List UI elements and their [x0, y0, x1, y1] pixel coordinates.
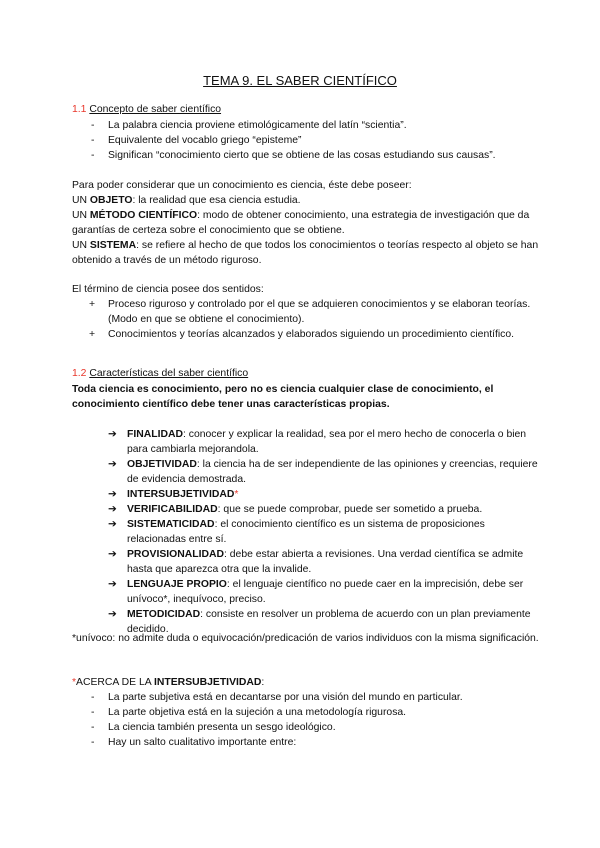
section-1-heading — [72, 102, 542, 117]
dash-bullet: - — [91, 692, 95, 703]
definition-prefix: UN — [72, 240, 90, 251]
bullet-text: La palabra ciencia proviene etimológicamente del latín “scientia”. — [108, 120, 407, 131]
characteristic-term: SISTEMATICIDAD — [127, 519, 215, 530]
list-item — [72, 705, 542, 720]
arrow-icon: ➔ — [108, 549, 117, 560]
characteristic-term: LENGUAJE PROPIO — [127, 579, 227, 590]
list-item — [72, 547, 542, 577]
characteristic-term: VERIFICABILIDAD — [127, 504, 218, 515]
definition-objeto — [72, 193, 542, 208]
sense-text: Proceso riguroso y controlado por el que se adquieren conocimientos y se elaboran teorías. (Modo en que se obtiene el conocimiento). — [108, 299, 531, 325]
about-prefix: ACERCA DE LA — [76, 677, 155, 688]
bullet-text: Hay un salto cualitativo importante entre: — [108, 737, 297, 748]
section-2-title: Características del saber científico — [89, 368, 249, 379]
footnote: *unívoco: no admite duda o equivocación/predicación de varios individuos con la misma significación. — [72, 633, 539, 644]
bullet-text: La parte objetiva está en la sujeción a una metodología rigurosa. — [108, 707, 407, 718]
dash-bullet: - — [91, 135, 95, 146]
list-item — [72, 327, 542, 342]
bullet-text: La parte subjetiva está en decantarse por una visión del mundo en particular. — [108, 692, 463, 703]
section-2-bold-intro: Toda ciencia es conocimiento, pero no es ciencia cualquier clase de conocimiento, el conocimiento científico debe tener unas características propias. — [72, 384, 494, 410]
characteristic-desc: : conocer y explicar la realidad, sea por el mero hecho de conocerla o bien para cambiarla mejorandola. — [127, 429, 527, 455]
definition-prefix: UN — [72, 195, 90, 206]
characteristic-desc: : el conocimiento científico es un sistema de proposiciones relacionadas entre sí. — [127, 519, 485, 545]
characteristic-text — [127, 547, 542, 577]
list-item — [72, 118, 542, 133]
definition-metodo — [72, 208, 542, 238]
list-item — [72, 427, 542, 457]
characteristic-desc: : que se puede comprobar, puede ser sometido a prueba. — [217, 504, 483, 515]
list-item — [72, 577, 542, 607]
sense-text: Conocimientos y teorías alcanzados y elaborados siguiendo un procedimiento científico. — [108, 329, 515, 340]
definition-sistema — [72, 238, 542, 268]
asterisk-mark: * — [234, 489, 239, 500]
definition-prefix: UN — [72, 210, 90, 221]
section-2-heading — [72, 366, 542, 381]
arrow-icon: ➔ — [108, 519, 117, 530]
intersubjectivity-list — [72, 690, 542, 750]
characteristic-term: FINALIDAD — [127, 429, 183, 440]
characteristic-text — [127, 427, 542, 457]
characteristic-term: OBJETIVIDAD — [127, 459, 197, 470]
page-title: TEMA 9. EL SABER CIENTÍFICO — [203, 73, 397, 88]
bullet-text: La ciencia también presenta un sesgo ideológico. — [108, 722, 336, 733]
definition-text: : se refiere al hecho de que todos los conocimientos o teorías respecto al objeto se han obtenido a través de un método riguroso. — [72, 240, 539, 266]
arrow-icon: ➔ — [108, 579, 117, 590]
characteristic-text — [127, 577, 542, 607]
arrow-icon: ➔ — [108, 429, 117, 440]
list-item — [72, 487, 542, 502]
about-term: INTERSUBJETIVIDAD — [154, 677, 262, 688]
asterisk-mark: * — [72, 677, 77, 688]
list-item — [72, 148, 542, 163]
intersubjectivity-heading — [72, 675, 542, 690]
arrow-icon: ➔ — [108, 609, 117, 620]
list-item — [72, 297, 542, 327]
definition-term: OBJETO — [89, 195, 133, 206]
characteristic-desc: : consiste en resolver un problema de acuerdo con un plan previamente decidido. — [127, 609, 531, 635]
list-item — [72, 720, 542, 735]
list-item — [72, 735, 542, 750]
about-suffix: : — [261, 677, 265, 688]
senses-intro: El término de ciencia posee dos sentidos: — [72, 284, 264, 295]
plus-bullet: + — [89, 299, 96, 310]
characteristic-text — [127, 487, 542, 502]
characteristic-term: INTERSUBJETIVIDAD — [127, 489, 235, 500]
characteristic-term: PROVISIONALIDAD — [127, 549, 224, 560]
definition-term: MÉTODO CIENTÍFICO — [89, 210, 198, 221]
characteristic-term: METODICIDAD — [127, 609, 201, 620]
senses-block — [72, 282, 542, 342]
bullet-text: Equivalente del vocablo griego “episteme” — [108, 135, 302, 146]
characteristic-desc: : debe estar abierta a revisiones. Una verdad científica se admite hasta que aparezca otra que la invalide. — [127, 549, 524, 575]
dash-bullet: - — [91, 707, 95, 718]
section-1-bullet-list — [72, 118, 542, 163]
plus-bullet: + — [89, 329, 96, 340]
bullet-text: Significan “conocimiento cierto que se obtiene de las cosas estudiando sus causas”. — [108, 150, 496, 161]
definitions-block — [72, 178, 542, 268]
characteristic-desc: : la ciencia ha de ser independiente de las opiniones y creencias, requiere de evidencia demostrada. — [127, 459, 538, 485]
characteristic-text — [127, 457, 542, 487]
arrow-icon: ➔ — [108, 504, 117, 515]
list-item — [72, 457, 542, 487]
characteristic-text — [127, 502, 542, 517]
dash-bullet: - — [91, 722, 95, 733]
list-item — [72, 517, 542, 547]
dash-bullet: - — [91, 737, 95, 748]
definition-text: : modo de obtener conocimiento, una estrategia de investigación que da garantías de certeza sobre el conocimiento que se obtiene. — [72, 210, 530, 236]
characteristic-desc: : el lenguaje científico no puede caer en la imprecisión, debe ser unívoco*, inequívoco, preciso. — [127, 579, 524, 605]
definitions-intro: Para poder considerar que un conocimiento es ciencia, éste debe poseer: — [72, 180, 412, 191]
list-item — [72, 502, 542, 517]
section-2-number: 1.2 — [72, 368, 87, 379]
characteristic-text — [127, 517, 542, 547]
dash-bullet: - — [91, 150, 95, 161]
dash-bullet: - — [91, 120, 95, 131]
characteristics-list — [72, 427, 542, 637]
section-1-title: Concepto de saber científico — [89, 104, 222, 115]
definition-text: : la realidad que esa ciencia estudia. — [132, 195, 301, 206]
definition-term: SISTEMA — [89, 240, 137, 251]
list-item — [72, 133, 542, 148]
section-1-number: 1.1 — [72, 104, 87, 115]
arrow-icon: ➔ — [108, 489, 117, 500]
list-item — [72, 690, 542, 705]
arrow-icon: ➔ — [108, 459, 117, 470]
